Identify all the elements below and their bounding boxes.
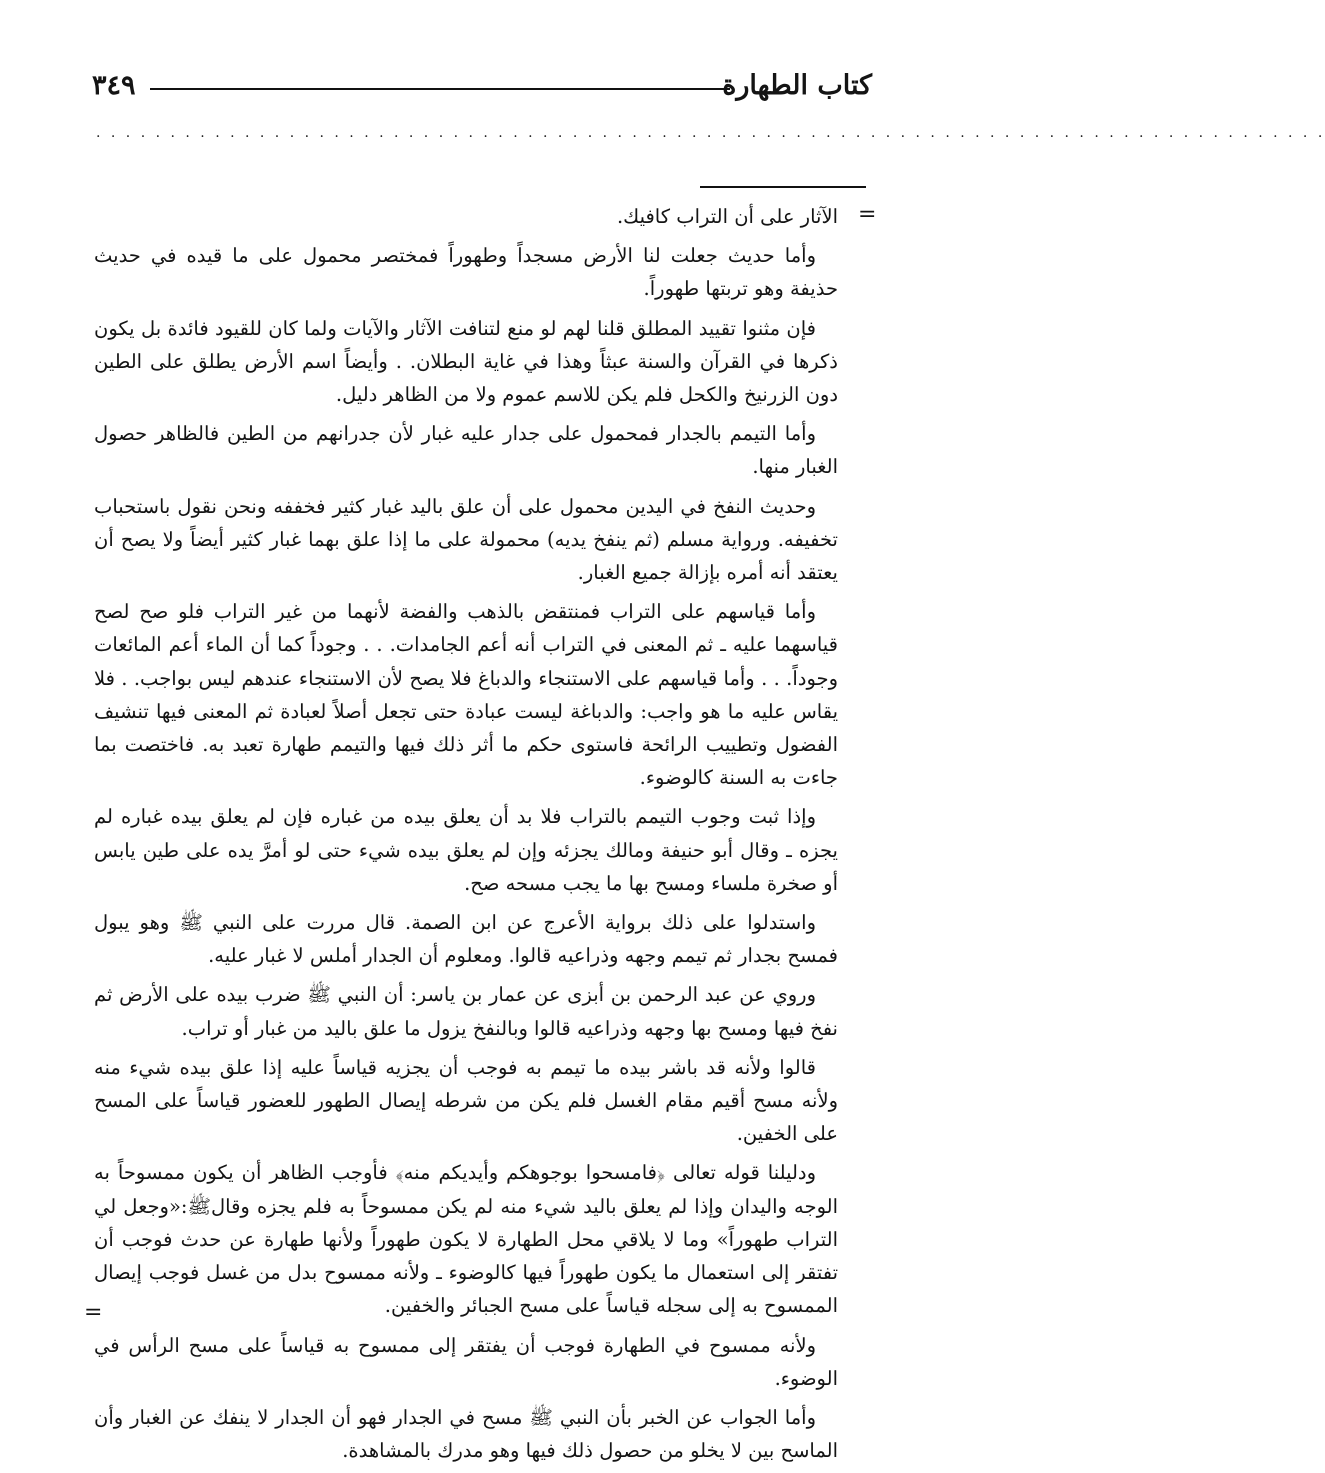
paragraph: الآثار على أن التراب كافيك.: [616, 205, 838, 228]
continuation-mark-top: =: [858, 202, 877, 227]
dotted-divider: . . . . . . . . . . . . . . . . . . . . . . . . . . . . . . . . . . . . . . . . . . . . . . . . . . . . . . . . . . . . . . . . . . . . . . . . . . . . . . . . . . .: [96, 125, 1325, 141]
paragraph: وأما قياسهم على التراب فمنتقض بالذهب والفضة لأنهما من غير التراب فلو صح لصح قياسهما عليه ـ ثم المعنى في التراب أنه أعم الجامدات. . . وجوداً كما أن الماء أعم المائعات وجوداً. . . وأما قياسهم على الاستنجاء والدباغ فلا يصح لأن الاستنجاء عندهم ليس بواجب. . فلا يقاس عليه ما هو واجب: والدباغة ليست عبادة حتى تجعل أصلاً لعبادة ثم المعنى فيها تنشيف الفضول وتطييب الرائحة فاستوى حكم ما أثر ذلك فيها والتيمم طهارة تعبد به. فاختصت بما جاءت به السنة كالوضوء.: [94, 600, 838, 790]
paragraph: وإذا ثبت وجوب التيمم بالتراب فلا بد أن يعلق بيده من غباره فإن لم يعلق بيده غباره لم يجزه ـ وقال أبو حنيفة ومالك يجزئه وإن لم يعلق بيده شيء حتى لو أمرَّ يده على طين يابس أو صخرة ملساء ومسح بها ما يجب مسحه صح.: [94, 805, 838, 895]
book-title: كتاب الطهارة: [722, 70, 872, 101]
continuation-mark-bottom: =: [84, 1300, 103, 1325]
header-rule: [150, 88, 730, 90]
running-header: [92, 66, 872, 106]
paragraph: فإن مثنوا تقييد المطلق قلنا لهم لو منع لتنافت الآثار والآيات ولما كان للقيود فائدة بل يكون ذكرها في القرآن والسنة عبثاً وهذا في غاية البطلان. . وأيضاً اسم الأرض يطلق على الطين دون الزرنيخ والكحل فلم يكن للاسم عموم ولا من الظاهر دليل.: [94, 316, 838, 407]
continuation-rule: [700, 186, 866, 188]
body-text: [94, 200, 838, 1473]
paragraph: ولأنه ممسوح في الطهارة فوجب أن يفتقر إلى ممسوح به قياساً على مسح الرأس في الوضوء.: [94, 1333, 838, 1390]
paragraph: ودليلنا قوله تعالى ﴿فامسحوا بوجوهكم وأيديكم منه﴾ فأوجب الظاهر أن يكون ممسوحاً به الوجه واليدان وإذا لم يعلق باليد شيء منه لم يكن ممسوحاً به فلم يجزه وقالﷺ:«وجعل لي التراب طهوراً» وما لا يلاقي محل الطهارة لا يكون طهوراً ولأنها طهارة عن حدث فوجب أن تفتقر إلى استعمال ما يكون طهوراً فيها كالوضوء ـ ولأنه ممسوح بدل من غسل فوجب إيصال الممسوح به إلى سجله قياساً على مسح الجبائر والخفين.: [94, 1161, 838, 1318]
paragraph: وروي عن عبد الرحمن بن أبزى عن عمار بن ياسر: أن النبي ﷺ ضرب بيده على الأرض ثم نفخ فيها ومسح بها وجهه وذراعيه قالوا وبالنفخ يزول ما علق باليد من غبار أو تراب.: [94, 983, 838, 1040]
paragraph: وحديث النفخ في اليدين محمول على أن علق باليد غبار كثير فخففه ونحن نقول باستحباب تخفيفه. ورواية مسلم (ثم ينفخ يديه) محمولة على ما إذا علق بهما غبار كثير أيضاً ولا يصح أن يعتقد أنه أمره بإزالة جميع الغبار.: [94, 494, 838, 585]
paragraph: وأما حديث جعلت لنا الأرض مسجداً وطهوراً فمختصر محمول على ما قيده في حديث حذيفة وهو تربتها طهوراً.: [94, 244, 838, 301]
paragraph: واستدلوا على ذلك برواية الأعرج عن ابن الصمة. قال مررت على النبي ﷺ وهو يبول فمسح بجدار ثم تيمم وجهه وذراعيه قالوا. ومعلوم أن الجدار أملس لا غبار عليه.: [94, 911, 838, 968]
paragraph: قالوا ولأنه قد باشر بيده ما تيمم به فوجب أن يجزيه قياساً عليه إذا علق بيده شيء منه ولأنه مسح أقيم مقام الغسل فلم يكن من شرطه إيصال الطهور للعضور قياساً على المسح على الخفين.: [94, 1055, 838, 1146]
paragraph: وأما التيمم بالجدار فمحمول على جدار عليه غبار لأن جدرانهم من الطين فالظاهر حصول الغبار منها.: [94, 422, 838, 479]
paragraph: وأما الجواب عن الخبر بأن النبي ﷺ مسح في الجدار فهو أن الجدار لا ينفك عن الغبار وأن الماسح بين لا يخلو من حصول ذلك فيها وهو مدرك بالمشاهدة.: [94, 1405, 838, 1463]
page-number: ٣٤٩: [92, 70, 136, 101]
